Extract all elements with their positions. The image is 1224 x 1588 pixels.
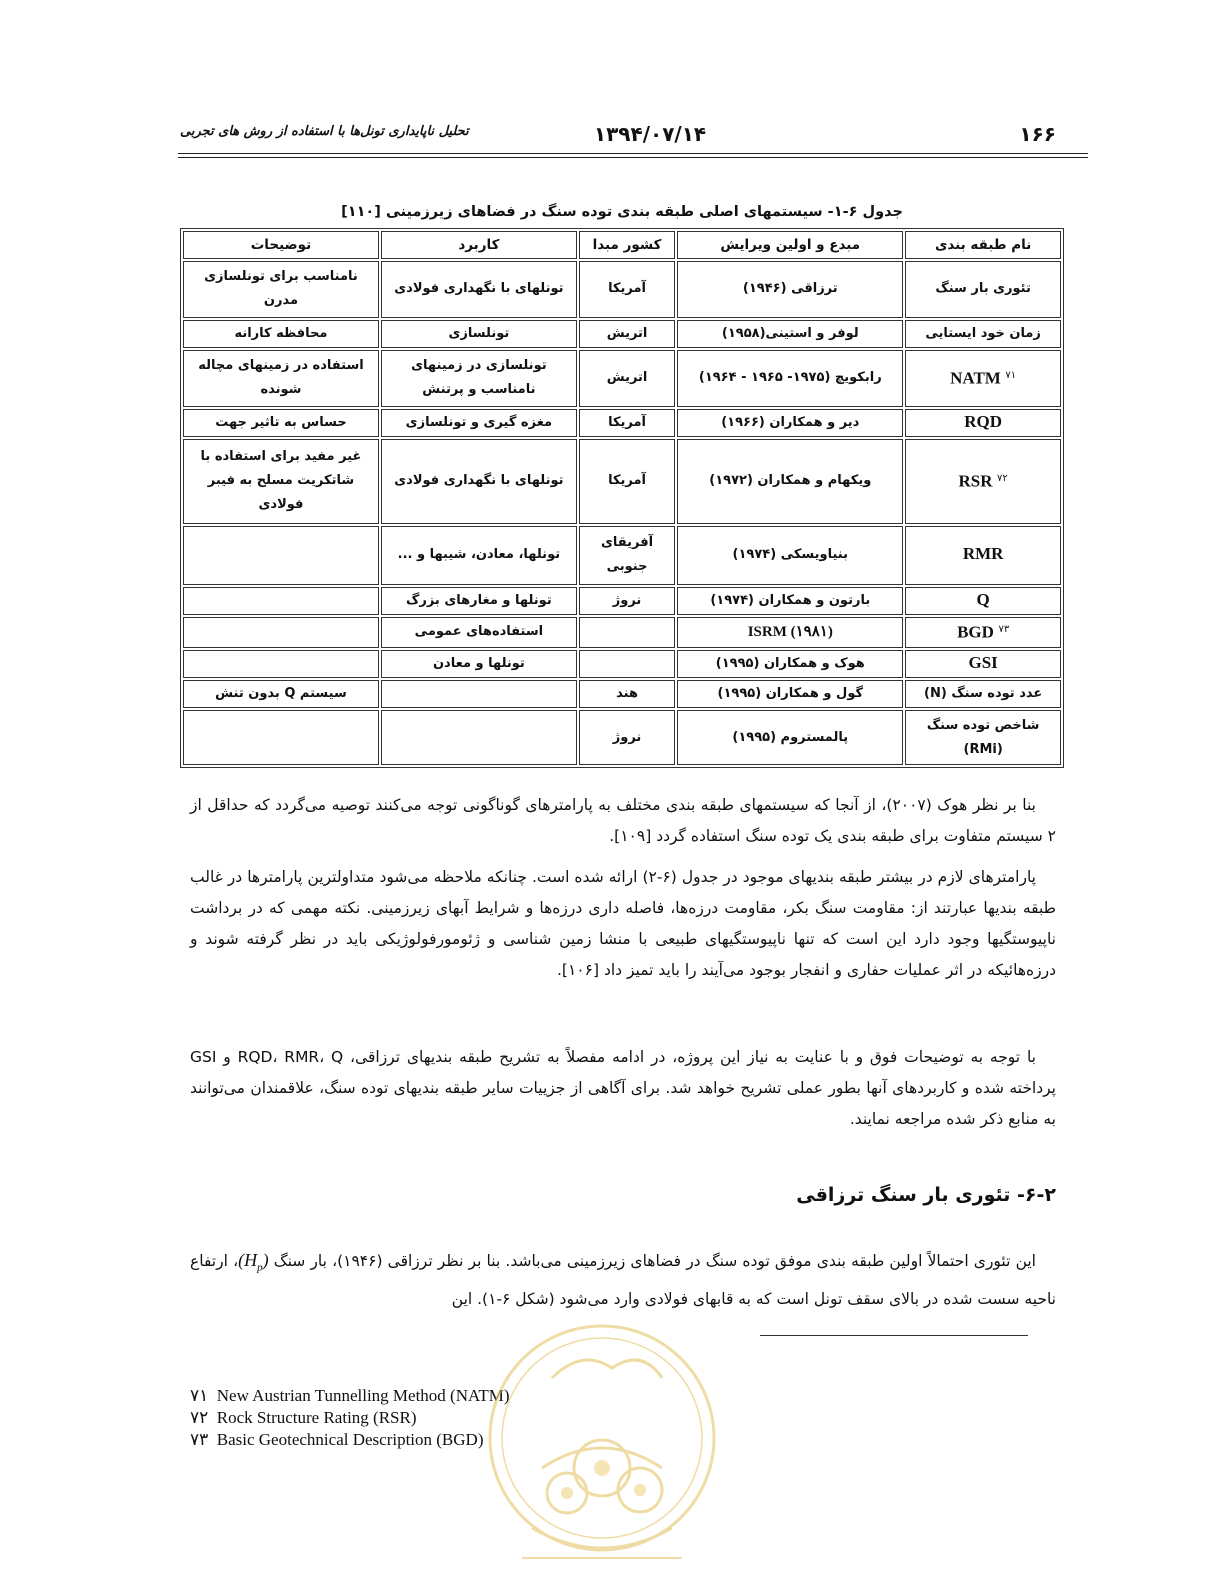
column-header: مبدع و اولین ویرایش xyxy=(677,231,903,259)
footnote-text: New Austrian Tunnelling Method (NATM) xyxy=(216,1386,510,1405)
cell-use: تونلهای با نگهداری فولادی xyxy=(381,261,577,318)
symbol-hp xyxy=(238,1250,269,1274)
column-header: توضیحات xyxy=(183,231,379,259)
column-header: نام طبقه بندی xyxy=(905,231,1061,259)
cell-use: تونلسازی در زمینهای نامناسب و پرتنش xyxy=(381,350,577,407)
cell-use xyxy=(381,710,577,765)
column-header: کاربرد xyxy=(381,231,577,259)
paragraph-terzaghi xyxy=(190,1245,1056,1315)
cell-origin-text: ISRM (۱۹۸۱) xyxy=(747,623,833,640)
cell-notes xyxy=(183,710,379,765)
symbol-open: (H xyxy=(238,1250,258,1270)
footnote-ref: ۷۳ xyxy=(998,624,1010,636)
cell-use xyxy=(381,680,577,708)
table-row xyxy=(183,587,1061,615)
cell-origin: رابکویچ (۱۹۷۵- ۱۹۶۵ - ۱۹۶۴) xyxy=(677,350,903,407)
cell-notes: سیستم Q بدون تنش xyxy=(183,680,379,708)
cell-name xyxy=(905,439,1061,524)
cell-notes xyxy=(183,650,379,678)
cell-notes: استفاده در زمینهای مچاله شونده xyxy=(183,350,379,407)
cell-country: آمریکا xyxy=(579,261,675,318)
table-row xyxy=(183,261,1061,318)
table-header-row xyxy=(183,231,1061,259)
column-header: کشور مبدا xyxy=(579,231,675,259)
cell-notes xyxy=(183,587,379,615)
publisher-seal-watermark-icon xyxy=(482,1318,722,1584)
cell-notes: نامناسب برای تونلسازی مدرن xyxy=(183,261,379,318)
cell-name-text: NATM xyxy=(950,368,1001,388)
footnote-number: ۷۳ xyxy=(190,1430,209,1449)
footnote-ref: ۷۱ xyxy=(1005,370,1017,382)
footnote-text: Rock Structure Rating (RSR) xyxy=(216,1408,417,1427)
cell-name-text: RMR xyxy=(962,544,1004,564)
table-row xyxy=(183,710,1061,765)
cell-name xyxy=(905,650,1061,678)
paragraph-text: ، ارتفاع ناحیه سست شده در بالای سقف تونل است که به قابهای فولادی وارد می‌شود (شکل ۶-۱). این xyxy=(190,1252,1056,1308)
table-row xyxy=(183,320,1061,348)
section-heading: ۶-۲- تئوری بار سنگ ترزاقی xyxy=(796,1184,1056,1206)
cell-use: تونلها و مغارهای بزرگ xyxy=(381,587,577,615)
paragraph-parameters: پارامترهای لازم در بیشتر طبقه بندیهای موجود در جدول (۶-۲) ارائه شده است. چنانکه ملاحظه می‌شود متداولترین پارامترها در غالب طبقه بندیها عبارتند از: مقاومت سنگ بکر، مقاومت درزه‌ها، فاصله داری درزه‌ها و شرایط آبهای زیرزمینی. نکته مهمی که در برداشت ناپیوستگیها وجود دارد این است که تنها ناپیوستگیهای طبیعی با منشا زمین شناسی و ژئومورفولوژیکی باید در نظر گرفته شوند و درزه‌هائیکه در اثر عملیات حفاری و انفجار بوجود می‌آیند را باید تمیز داد [۱۰۶]. xyxy=(190,868,1056,979)
cell-country: اتریش xyxy=(579,350,675,407)
cell-country: اتریش xyxy=(579,320,675,348)
cell-origin: هوک و همکاران (۱۹۹۵) xyxy=(677,650,903,678)
cell-use: تونلها، معادن، شیبها و ... xyxy=(381,526,577,585)
cell-origin xyxy=(677,617,903,648)
table-row xyxy=(183,350,1061,407)
header-date: ۱۳۹۴/۰۷/۱۴ xyxy=(593,122,707,146)
table-row xyxy=(183,439,1061,524)
table-row xyxy=(183,617,1061,648)
footnote-71 xyxy=(190,1385,510,1407)
cell-use: تونلها و معادن xyxy=(381,650,577,678)
cell-use: تونلسازی xyxy=(381,320,577,348)
cell-origin: لوفر و استینی(۱۹۵۸) xyxy=(677,320,903,348)
cell-name-text: GSI xyxy=(968,652,998,672)
table-row xyxy=(183,409,1061,437)
cell-origin: بنیاویسکی (۱۹۷۴) xyxy=(677,526,903,585)
classification-table xyxy=(180,228,1064,768)
paragraph-hoek: بنا بر نظر هوک (۲۰۰۷)، از آنجا که سیستمهای طبقه بندی مختلف به پارامترهای گوناگونی توجه می‌کنند توصیه می‌گردد که حداقل از ۲ سیستم متفاوت برای طبقه بندی یک توده سنگ استفاده گردد [۱۰۹]. xyxy=(190,796,1056,845)
page-number: ۱۶۶ xyxy=(1019,122,1056,146)
cell-country: آمریکا xyxy=(579,409,675,437)
cell-name: شاخص توده سنگ (RMi) xyxy=(905,710,1061,765)
cell-notes xyxy=(183,617,379,648)
cell-use: تونلهای با نگهداری فولادی xyxy=(381,439,577,524)
cell-name: عدد توده سنگ (N) xyxy=(905,680,1061,708)
footnote-ref: ۷۲ xyxy=(997,473,1008,485)
cell-notes xyxy=(183,526,379,585)
running-title: تحلیل ناپایداری تونل‌ها با استفاده از روش های تجربی xyxy=(180,124,469,139)
footnote-73 xyxy=(190,1429,484,1451)
cell-notes: حساس به تاثیر جهت xyxy=(183,409,379,437)
paragraph-overview: با توجه به توضیحات فوق و با عنایت به نیاز این پروژه، در ادامه مفصلاً به تشریح طبقه بندیهای ترزاقی، RQD، RMR، Q و GSI پرداخته شده و کاربردهای آنها بطور عملی تشریح خواهد شد. برای آگاهی از جزییات سایر طبقه بندیهای توده سنگ، علاقمندان می‌توانند به منابع ذکر شده مراجعه نمایند. xyxy=(190,1048,1056,1128)
cell-country: نروژ xyxy=(579,587,675,615)
paragraph-text: این تئوری احتمالاً اولین طبقه بندی موفق توده سنگ در فضاهای زیرزمینی می‌باشد. بنا بر نظر ترزاقی (۱۹۴۶)، بار سنگ xyxy=(273,1252,1036,1270)
header-rule-double xyxy=(178,157,1088,158)
cell-use: مغزه گیری و تونلسازی xyxy=(381,409,577,437)
cell-origin: بارتون و همکاران (۱۹۷۴) xyxy=(677,587,903,615)
cell-country: هند xyxy=(579,680,675,708)
cell-name-text: Q xyxy=(976,589,990,609)
cell-country xyxy=(579,617,675,648)
cell-origin: دیر و همکاران (۱۹۶۶) xyxy=(677,409,903,437)
cell-country: نروژ xyxy=(579,710,675,765)
cell-origin: پالمستروم (۱۹۹۵) xyxy=(677,710,903,765)
cell-notes: محافظه کارانه xyxy=(183,320,379,348)
cell-country: آفریقای جنوبی xyxy=(579,526,675,585)
footnote-rule xyxy=(760,1335,1028,1336)
table-row xyxy=(183,526,1061,585)
cell-name xyxy=(905,587,1061,615)
cell-country xyxy=(579,650,675,678)
table-caption: جدول ۶-۱- سیستمهای اصلی طبقه بندی توده سنگ در فضاهای زیرزمینی [۱۱۰] xyxy=(341,204,903,220)
symbol-close: ) xyxy=(262,1250,269,1270)
header-rule xyxy=(178,153,1088,154)
footnote-72 xyxy=(190,1407,417,1429)
cell-name xyxy=(905,617,1061,648)
cell-origin: ویکهام و همکاران (۱۹۷۲) xyxy=(677,439,903,524)
footnote-text: Basic Geotechnical Description (BGD) xyxy=(216,1430,484,1449)
cell-name: تئوری بار سنگ xyxy=(905,261,1061,318)
cell-use: استفاده‌های عمومی xyxy=(381,617,577,648)
rock-mass-classification-table xyxy=(180,228,1064,768)
cell-name xyxy=(905,409,1061,437)
footnote-number: ۷۲ xyxy=(190,1408,209,1427)
cell-country: آمریکا xyxy=(579,439,675,524)
cell-origin: گول و همکاران (۱۹۹۵) xyxy=(677,680,903,708)
cell-name: زمان خود ایستایی xyxy=(905,320,1061,348)
table-row xyxy=(183,650,1061,678)
cell-name-text: RSR xyxy=(958,471,993,491)
cell-notes: غیر مفید برای استفاده با شاتکریت مسلح به فیبر فولادی xyxy=(183,439,379,524)
table-row xyxy=(183,680,1061,708)
cell-name-text: RQD xyxy=(964,411,1003,431)
cell-name xyxy=(905,526,1061,585)
cell-origin: ترزاقی (۱۹۴۶) xyxy=(677,261,903,318)
symbol-subscript: p xyxy=(257,1261,263,1274)
footnote-number: ۷۱ xyxy=(190,1386,209,1405)
cell-name-text: BGD xyxy=(957,622,994,642)
cell-name xyxy=(905,350,1061,407)
